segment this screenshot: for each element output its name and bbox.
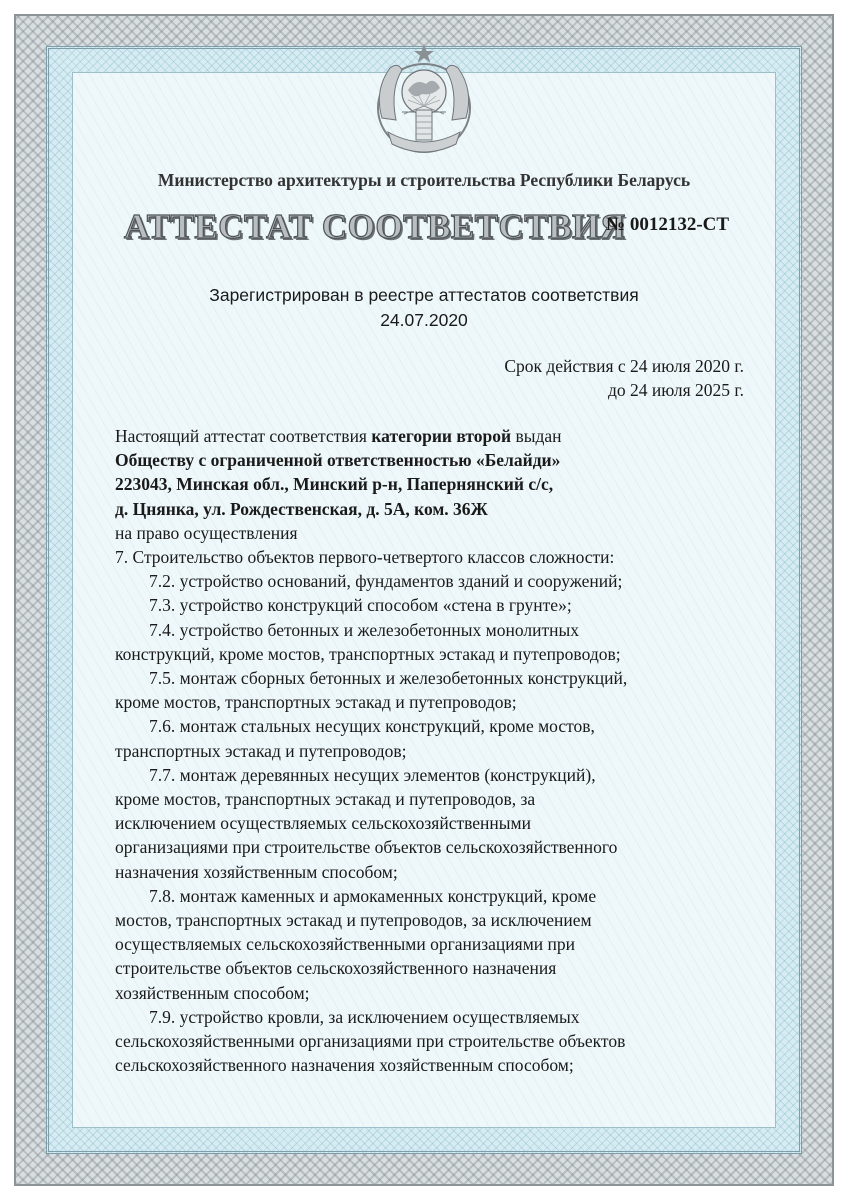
item-7-5-cont: кроме мостов, транспортных эстакад и путепроводов; [115,692,517,713]
validity-block [504,354,744,402]
issued-line [115,424,745,448]
company-name: Обществу с ограниченной ответственностью «Белайди» [115,450,561,471]
item-7-3: 7.3. устройство конструкций способом «стена в грунте»; [149,595,572,616]
company-address-line2: д. Цнянка, ул. Рождественская, д. 5А, ком. 36Ж [115,498,488,519]
section-heading: 7. Строительство объектов первого-четвертого классов сложности: [115,547,615,568]
item-7-9: 7.9. устройство кровли, за исключением осуществляемых [149,1006,580,1027]
certificate-body [115,424,745,1077]
registration-date: 24.07.2020 [380,310,468,330]
right-of-line: на право осуществления [115,522,298,543]
certificate-number: № 0012132-СТ [606,214,730,235]
item-7-6-cont: транспортных эстакад и путепроводов; [115,740,407,761]
document-title: АТТЕСТАТ СООТВЕТСТВИЯ [124,207,626,246]
item-7-7: 7.7. монтаж деревянных несущих элементов (конструкций), [149,764,596,785]
item-7-2: 7.2. устройство оснований, фундаментов зданий и сооружений; [149,571,623,592]
item-7-9-cont: сельскохозяйственного назначения хозяйственным способом; [115,1055,574,1076]
state-emblem-icon [368,40,480,160]
item-7-7-cont: исключением осуществляемых сельскохозяйственными [115,813,531,834]
validity-from: Срок действия с 24 июля 2020 г. [504,356,744,376]
registration-line: Зарегистрирован в реестре аттестатов соответствия [209,285,639,305]
item-7-5: 7.5. монтаж сборных бетонных и железобетонных конструкций, [149,668,628,689]
issued-word: выдан [511,426,562,446]
validity-to: до 24 июля 2025 г. [607,380,744,400]
item-7-4-cont: конструкций, кроме мостов, транспортных эстакад и путепроводов; [115,643,621,664]
item-7-8-cont: осуществляемых сельскохозяйственными организациями при [115,934,575,955]
item-7-8-cont: строительстве объектов сельскохозяйственного назначения [115,958,557,979]
item-7-4: 7.4. устройство бетонных и железобетонных монолитных [149,619,579,640]
item-7-7-cont: назначения хозяйственным способом; [115,861,398,882]
issued-intro: Настоящий аттестат соответствия [115,426,372,446]
certificate-category: категории второй [371,426,512,446]
item-7-7-cont: кроме мостов, транспортных эстакад и путепроводов, за [115,789,536,810]
company-address-line1: 223043, Минская обл., Минский р-н, Папернянский с/с, [115,474,554,495]
ministry-name: Министерство архитектуры и строительства Республики Беларусь [157,170,691,190]
item-7-8-cont: хозяйственным способом; [115,982,310,1003]
item-7-8: 7.8. монтаж каменных и армокаменных конструкций, кроме [149,885,597,906]
item-7-9-cont: сельскохозяйственными организациями при строительстве объектов [115,1031,626,1052]
item-7-7-cont: организациями при строительстве объектов сельскохозяйственного [115,837,618,858]
item-7-8-cont: мостов, транспортных эстакад и путепроводов, за исключением [115,910,592,931]
item-7-6: 7.6. монтаж стальных несущих конструкций, кроме мостов, [149,716,595,737]
registration-block [96,283,752,333]
